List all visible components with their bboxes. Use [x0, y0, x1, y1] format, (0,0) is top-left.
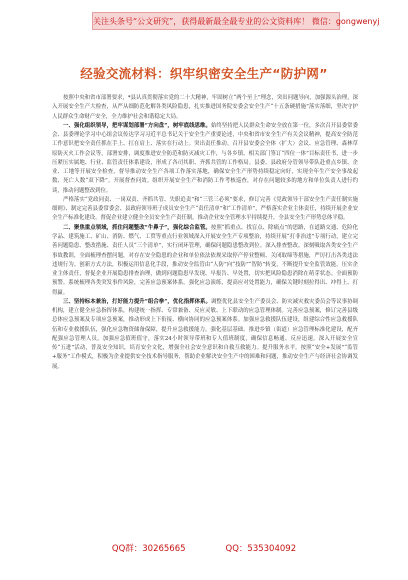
paragraph-lead: 三、坚持标本兼治，打好能力提升“组合拳”，优化指挥体系。 [63, 298, 211, 305]
contact-footer [0, 542, 408, 554]
paragraph [52, 298, 358, 372]
paragraph [52, 224, 358, 298]
paragraph-text: 按照“抓重点、找盲点、除痛点”的思路，在道路交通、危险化学品、建筑施工、矿山、消防、燃气、工贸等重点行业领域深入开展安全生产专项整治，持续开展“打非治违”专项行动，建立完善问题隐患、整改措施、责任人员“三个清单”，实行闭环管理，确保问题隐患整改到位。深入排查整改。深刻吸取各类安全生产事故教训，全面梳理查摆问题，对存在安全隐患的企业和单位依法依规采取停产停业整顿、关闭取缔等措施，严厉打击各类违法违规行为。创新方式方法，积极运用信息化手段，推动安全监管由“人防”向“技防”“智防”转变，不断提升安全监管效能。压实企业主体责任，督促企业开展隐患排查治理，做到问题隐患早发现、早报告、早处置，切实把风险隐患消除在萌芽状态。全面预防预警。系统梳理各类突发事件风险，完善应急预案体系，强化应急演练，提高应对处置能力，确保关键时刻拉得出、冲得上、打得赢。 [52, 224, 359, 296]
banner-text: 关注头条号“公文研究”，获得最新最全最专业的公文资料库！ 微信：gongwenyj [93, 17, 380, 26]
paragraph-text: 调整优化县安全生产委员会、防灾减灾救灾委员会等议事协调机构，建立健全应急指挥体系，构建统一指挥、专常兼备、反应灵敏、上下联动的应急管理体制。完善应急预案，修订完善县级总体应急预案及专项应急预案，推动形成上下衔接、横向协同的应急预案体系。加强应急救援队伍建设，组建综合性应急救援队伍和专业救援队伍，强化应急物资储备保障，提升应急救援能力。强化基层基础。推进乡镇（街道）应急管理标准化建设，配齐配强应急管理人员，加强应急值班值守，落实24小时领导带班和专人值班制度，确保信息畅通、反应迅速。深入开展安全宣传“五进”活动，普及安全知识，培育安全文化，增强全社会安全意识和自救互救能力。提升服务水平。按照“安全+发展”“监管+服务”工作模式，积极为企业提供安全技术指导服务，帮助企业解决安全生产中的困难和问题，推动安全生产与经济社会协调发展。 [52, 298, 358, 370]
document-title: 经验交流材料：织牢织密安全生产“防护网” [80, 66, 328, 81]
promo-banner [92, 12, 380, 30]
paragraph [52, 122, 358, 196]
paragraph [52, 196, 358, 224]
paragraph-text: 始终坚持把人民群众生命安全放在第一位，多次召开县委常委会、县委理论学习中心组会议传达学习习近平总书记关于安全生产重要论述，中央和省市安全生产有关会议精神，提高安全防范工作意识把安全责任抓在手上、扛在肩上、落实在行动上。突出责任推动。召开县安委会全体（扩大）会议、应急管理、森林草原防灭火工作会议等，部署安排，调度推进安全防范和防灭减灾工作，与各乡镇、相关部门签订“四位一体”目标责任书，进一步压紧压实属地、行业、监管责任体系建设，形成了各司其职、齐抓共管的工作格局。县委、县政府分管领导带队赴重点乡镇、企业、工地等开展安全检查，督导推动安全生产各项工作落实落地，确保安全生产形势持续稳定向好，实现全年生产安全事故起数、死亡人数“双下降”。开展督查问效。组织开展安全生产和消防工作考核巡查，对存在问题较多的地方和单位负责人进行约谈，推动问题整改到位。 [52, 122, 358, 194]
paragraph-text: 严格落实“党政同责、一岗双责、齐抓共管、失职追责”和“三管三必须”要求，修订完善《党政领导干部安全生产责任制实施细则》、制定完善县委常委会、县政府领导班子成员安全生产“责任清单”和“工作清单”，严格落实企业主体责任，持续开展企业安全生产标准化建设，督促企业建立健全全员安全生产责任制，推动企业安全管理水平持续提升，全县安全生产形势总体平稳。 [52, 196, 358, 222]
qq-text: QQ：535304092 [225, 544, 297, 554]
paragraph-text: 按照中央和省市部署要求，*县认真贯彻落实党的二十大精神，牢固树立“两个至上”理念，突出问题导向，加强源头治理，深入开展安全生产大检查，从严从细防范化解各类风险隐患，扎实推进国务院安委会安全生产“十五条硬措施”落实落细，坚决守护人民群众生命财产安全，全力维护社会和谐稳定大局。 [52, 95, 358, 120]
document-body [52, 94, 358, 534]
paragraph [52, 94, 358, 122]
paragraph-lead: 二、聚焦重点领域，抓住问题整改“牛鼻子”，强化综合监管。 [63, 224, 211, 231]
paragraph-lead: 一、强化组织领导，把牢谋划部署“方向盘”，树牢底线思维。 [63, 122, 211, 129]
qq-group-text: QQ群：30265665 [111, 544, 186, 554]
